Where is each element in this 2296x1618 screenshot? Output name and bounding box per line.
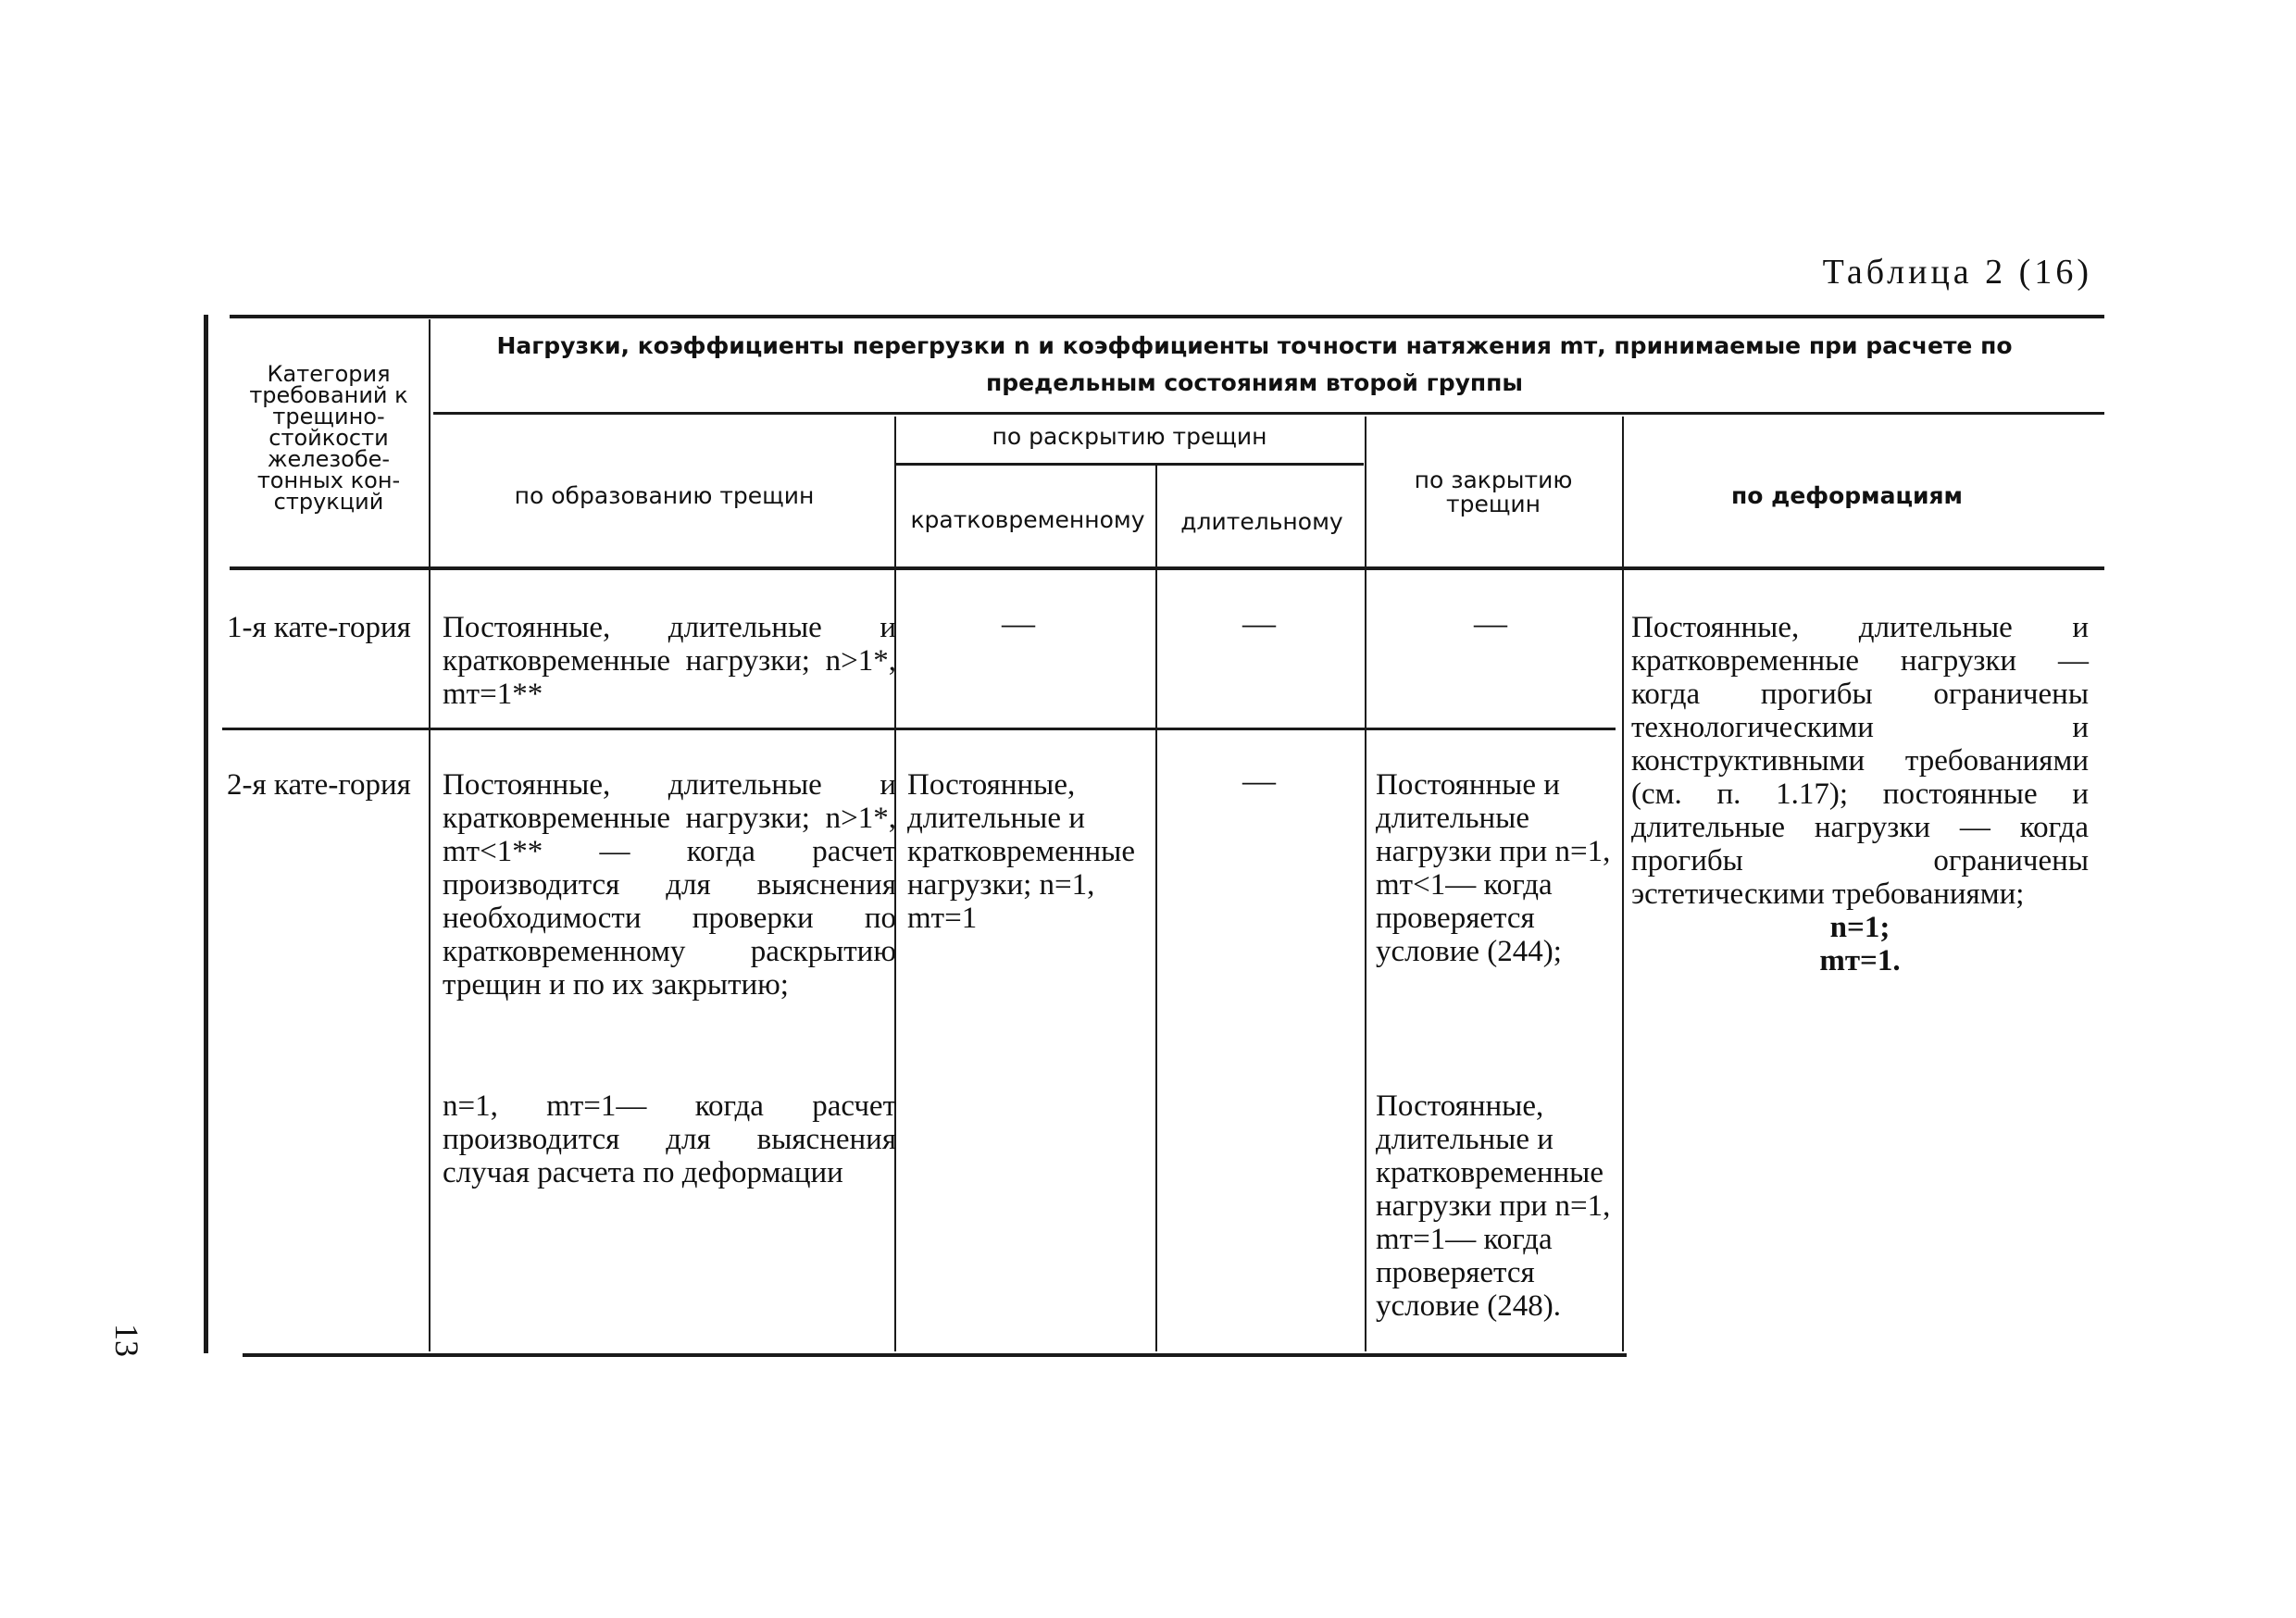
cat2-closing-cell: Постоянные и длительные нагрузки при n=1, mт<1— когда проверяется условие (244); [1376, 768, 1611, 968]
table-bottom-rule [243, 1353, 1627, 1357]
deformation-n-value: n=1; [1829, 911, 1890, 944]
col-divider-long [1365, 417, 1366, 1351]
cat1-short-dash: — [1002, 604, 1035, 641]
cat2b-closing-cell: Постоянные, длительные и кратковременные нагрузки при n=1, mт=1— когда проверяется условие (248). [1376, 1089, 1611, 1323]
col-divider-closing [1622, 417, 1624, 1351]
header-short-term: кратковременному [910, 506, 1145, 533]
table-title: Таблица 2 (16) [1822, 253, 2092, 292]
cat1-bottom-rule [222, 728, 1616, 730]
header-closing: по закрытию трещин [1414, 467, 1573, 517]
main-header-rule [433, 412, 2104, 415]
table-top-rule [230, 315, 2104, 318]
header-deformation: по деформациям [1730, 482, 1963, 509]
left-page-border [204, 315, 208, 1353]
deformation-text: Постоянные, длительные и кратковременные нагрузки — когда прогибы ограничены технологическими и конструктивными требованиями (см. п. 1.17); постоянные и длительные нагрузки — когда прогибы ограничены эстетическими требованиями; [1631, 611, 2089, 911]
cat1-closing-dash: — [1474, 604, 1507, 641]
opening-sub-rule [896, 463, 1364, 466]
header-main: Нагрузки, коэффициенты перегрузки n и коэффициенты точности натяжения mт, принимаемые при расчете по предельным состояниям второй группы [496, 332, 2013, 396]
cat2-short-cell: Постоянные, длительные и кратковременные нагрузки; n=1, mт=1 [907, 768, 1136, 935]
cat2-formation-cell: Постоянные, длительные и кратковременные нагрузки; n>1*, mт<1** — когда расчет производится для выяснения необходимости проверки по кратковременному раскрытию трещин и по их закрытию; [443, 768, 896, 1002]
header-bottom-rule [230, 566, 2104, 570]
deformation-cell [1631, 611, 2089, 977]
header-category: Категория требований к трещино-стойкости железобе-тонных кон-струкций [249, 361, 408, 515]
page-number: 13 [108, 1324, 145, 1357]
header-long-term: длительному [1180, 508, 1343, 535]
deformation-m-value: mт=1. [1819, 944, 1901, 977]
cat1-formation-cell: Постоянные, длительные и кратковременные нагрузки; n>1*, mт=1** [443, 611, 896, 711]
col-divider-category [429, 319, 430, 1351]
category-1: 1-я кате-гория [227, 611, 411, 644]
cat1-long-dash: — [1242, 604, 1276, 641]
cat2b-formation-cell: n=1, mт=1— когда расчет производится для выяснения случая расчета по деформации [443, 1089, 896, 1189]
category-2: 2-я кате-гория [227, 768, 411, 802]
header-formation: по образованию трещин [514, 482, 815, 509]
header-opening: по раскрытию трещин [992, 423, 1267, 450]
cat2-long-dash: — [1242, 762, 1276, 799]
